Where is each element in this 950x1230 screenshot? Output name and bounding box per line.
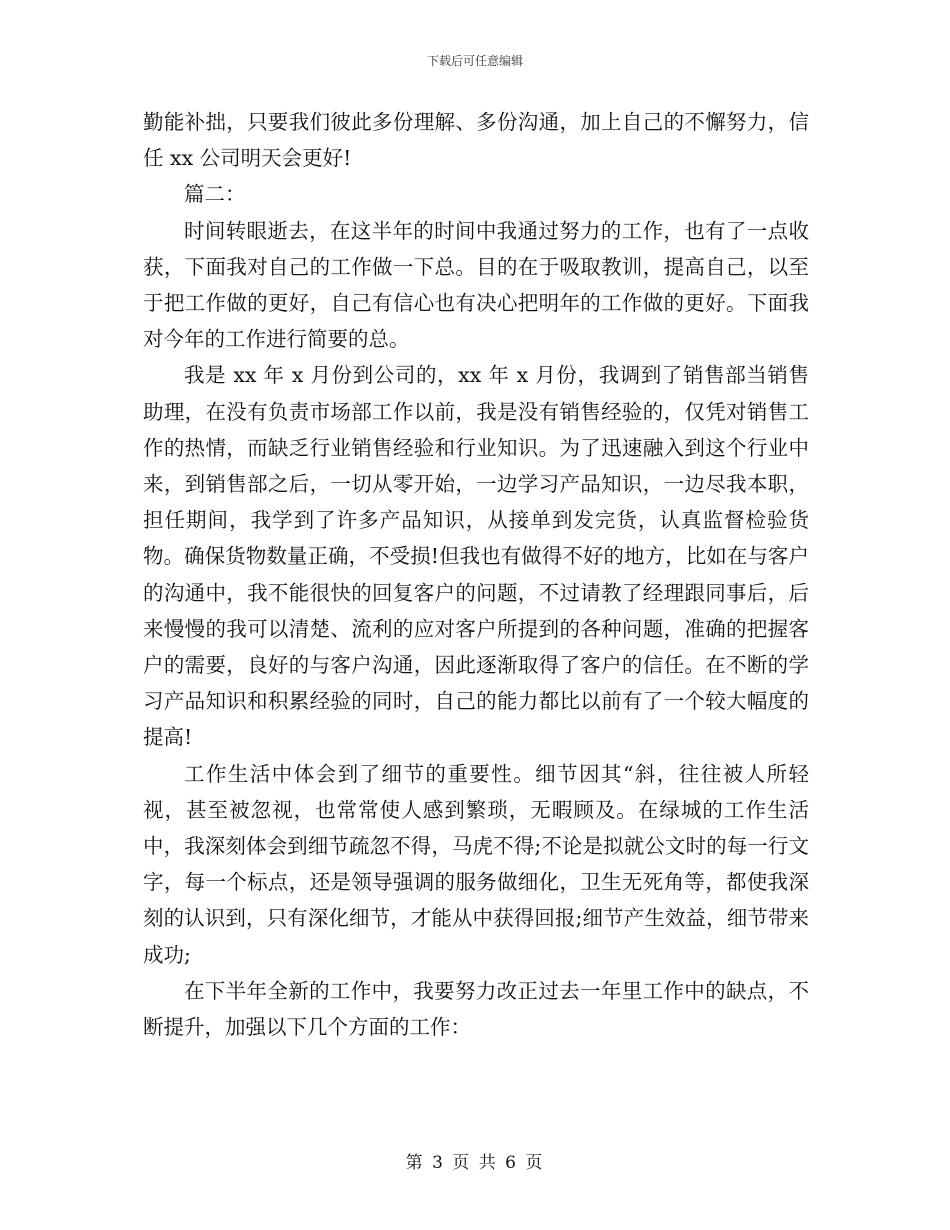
page-number: 第 3 页 共 6 页 — [405, 1153, 545, 1173]
document-body — [143, 104, 809, 1045]
paragraph: 我是 xx 年 x 月份到公司的，xx 年 x 月份，我调到了销售部当销售助理，在没有负责市场部工作以前，我是没有销售经验的，仅凭对销售工作的热情，而缺乏行业销售经验和行业知识。为了迅速融入到这个行业中来，到销售部之后，一切从零开始，一边学习产品知识，一边尽我本职，担任期间，我学到了许多产品知识，从接单到发完货，认真监督检验货物。确保货物数量正确，不受损!但我也有做得不好的地方，比如在与客户的沟通中，我不能很快的回复客户的问题，不过请教了经理跟同事后，后来慢慢的我可以清楚、流利的应对客户所提到的各种问题，准确的把握客户的需要，良好的与客户沟通，因此逐渐取得了客户的信任。在不断的学习产品知识和积累经验的同时，自己的能力都比以前有了一个较大幅度的提高! — [143, 363, 809, 750]
paragraph: 在下半年全新的工作中，我要努力改正过去一年里工作中的缺点，不断提升，加强以下几个方面的工作： — [143, 978, 809, 1040]
paragraph: 时间转眼逝去，在这半年的时间中我通过努力的工作，也有了一点收获，下面我对自己的工作做一下总。目的在于吸取教训，提高自己，以至于把工作做的更好，自己有信心也有决心把明年的工作做的更好。下面我对今年的工作进行简要的总。 — [143, 218, 809, 352]
section-heading: 篇二： — [184, 182, 246, 207]
page-header: 下载后可任意编辑 — [426, 54, 523, 68]
paragraph: 工作生活中体会到了细节的重要性。细节因其“斜，往往被人所轻视，甚至被忽视，也常常使人感到繁琐，无暇顾及。在绿城的工作生活中，我深刻体会到细节疏忽不得，马虎不得;不论是拟就公文时的每一行文字，每一个标点，还是领导强调的服务做细化，卫生无死角等，都使我深刻的认识到，只有深化细节，才能从中获得回报;细节产生效益，细节带来成功; — [143, 761, 809, 967]
paragraph-continuation: 勤能补拙，只要我们彼此多份理解、多份沟通，加上自己的不懈努力，信任 xx 公司明天会更好! — [143, 110, 809, 171]
